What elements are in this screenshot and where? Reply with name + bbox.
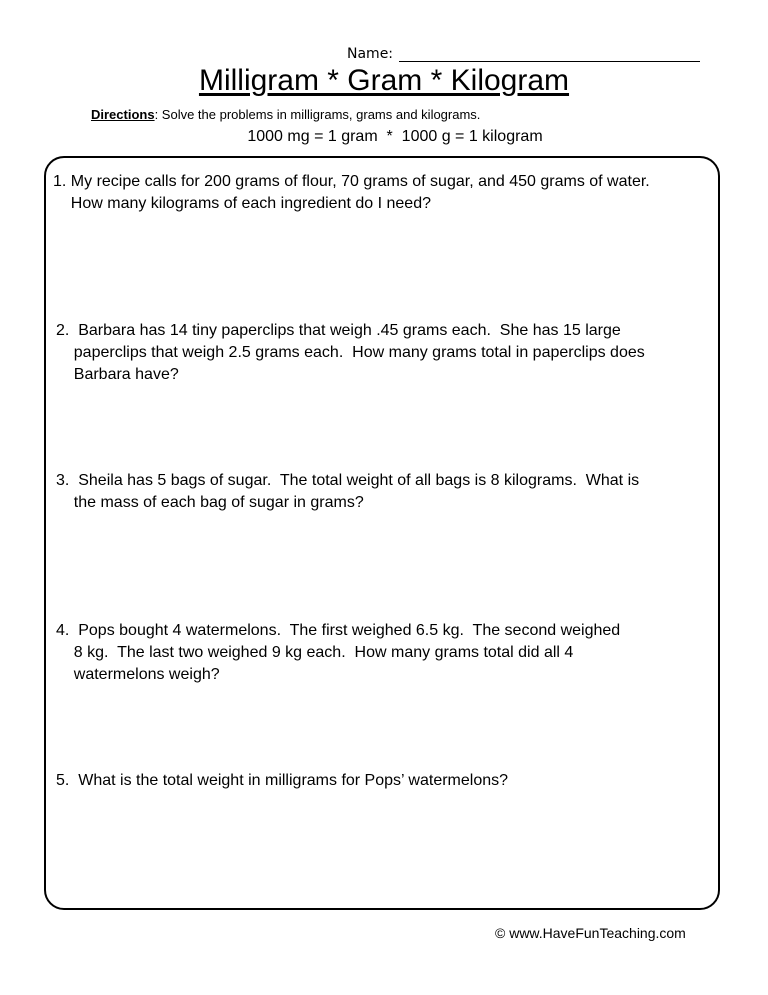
name-line <box>399 47 700 62</box>
question-3: 3. Sheila has 5 bags of sugar. The total weight of all bags is 8 kilograms. What is the mass of each bag of sugar in grams? <box>56 472 640 511</box>
question-4: 4. Pops bought 4 watermelons. The first weighed 6.5 kg. The second weighed 8 kg. The last two weighed 9 kg each. How many grams total did all 4 watermelons weigh? <box>56 622 621 683</box>
name-label: Name: <box>347 46 394 62</box>
name-field <box>347 46 700 62</box>
directions-label: Directions <box>91 107 155 122</box>
question-2: 2. Barbara has 14 tiny paperclips that weigh .45 grams each. She has 15 large paperclips that weigh 2.5 grams each. How many grams total in paperclips does Barbara have? <box>56 322 645 383</box>
directions-text: : Solve the problems in milligrams, grams and kilograms. <box>154 107 481 122</box>
directions <box>91 107 480 122</box>
page-title: Milligram * Gram * Kilogram <box>198 64 570 97</box>
questions-box <box>44 156 720 910</box>
copyright-footer: © www.HaveFunTeaching.com <box>495 925 686 941</box>
conversion-formula: 1000 mg = 1 gram * 1000 g = 1 kilogram <box>247 128 543 145</box>
question-5: 5. What is the total weight in milligrams for Pops’ watermelons? <box>56 772 509 789</box>
question-1: 1. My recipe calls for 200 grams of flour, 70 grams of sugar, and 450 grams of water. How many kilograms of each ingredient do I need? <box>53 173 650 212</box>
